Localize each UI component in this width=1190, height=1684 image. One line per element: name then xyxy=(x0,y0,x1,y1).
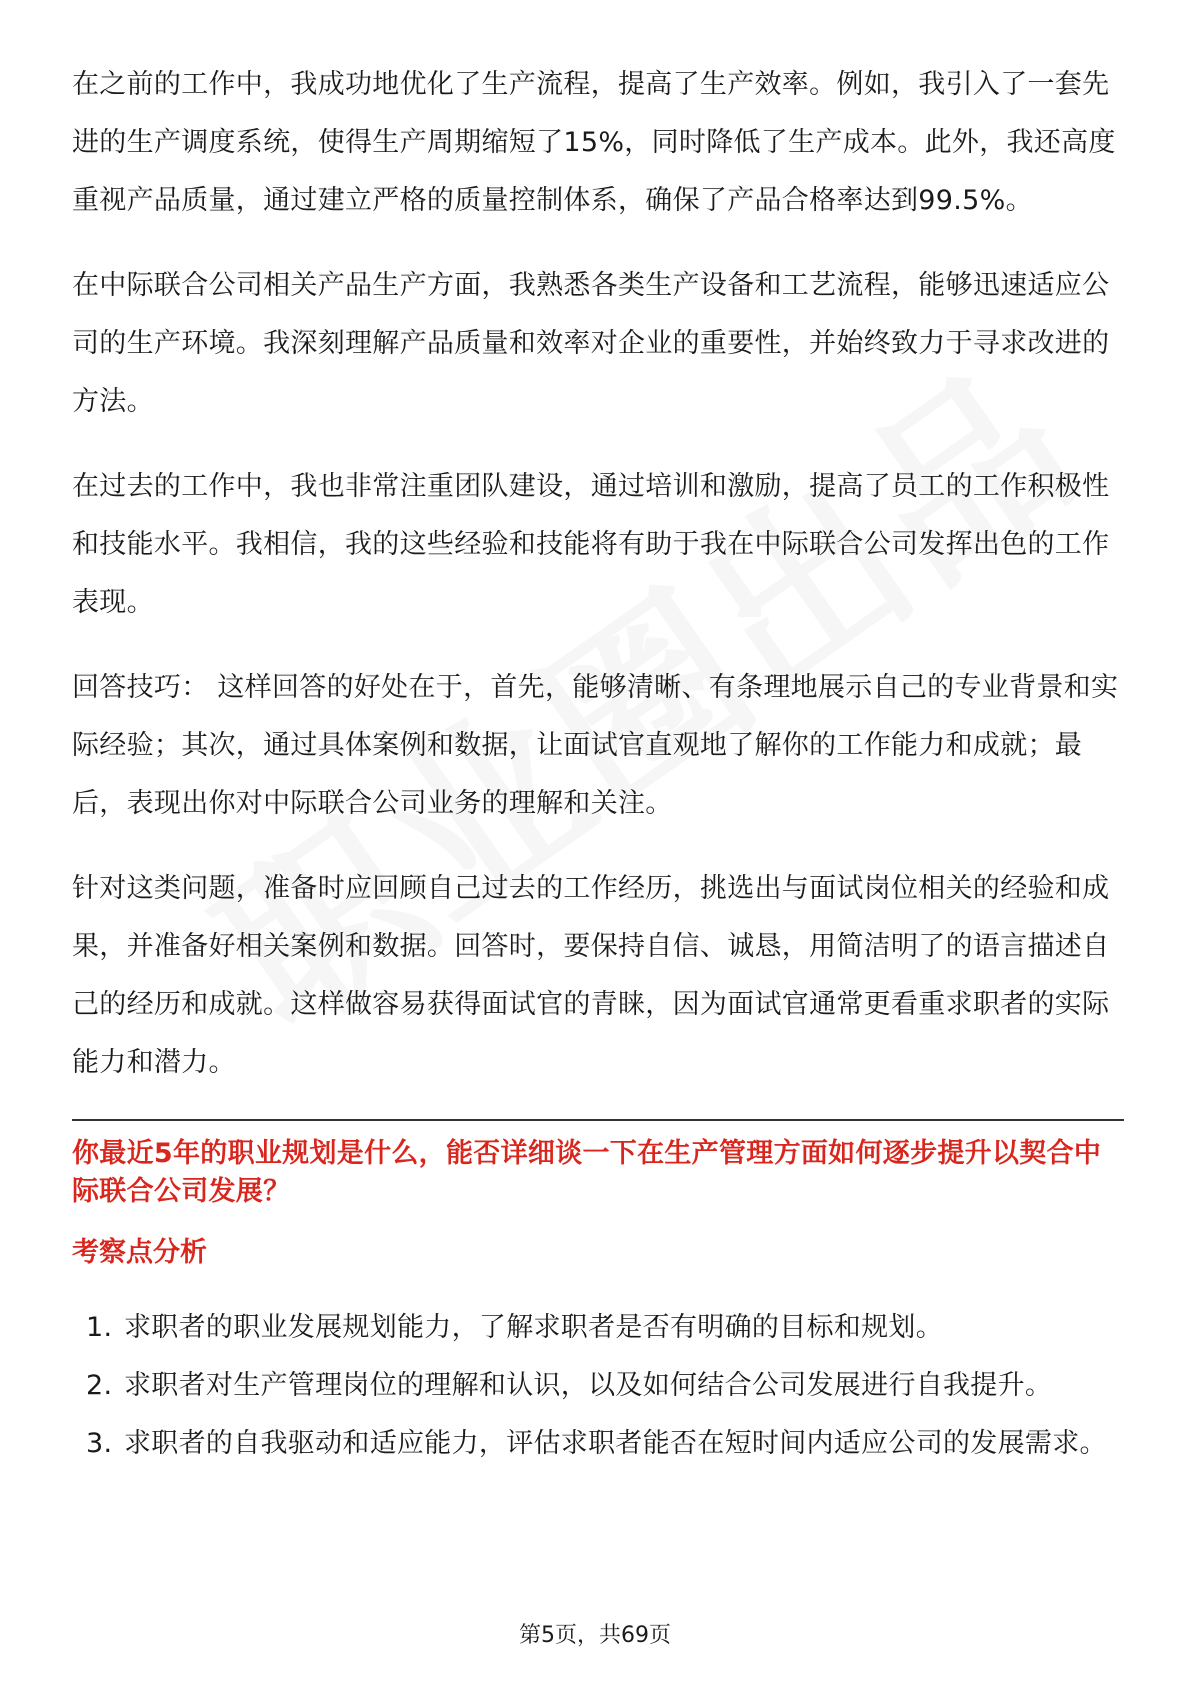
paragraph-answer-tips: 回答技巧： 这样回答的好处在于，首先，能够清晰、有条理地展示自己的专业背景和实际经验；其次，通过具体案例和数据，让面试官直观地了解你的工作能力和成就；最后，表现出你对中际联合公司业务的理解和关注。 xyxy=(72,672,1119,819)
list-item-text: 求职者对生产管理岗位的理解和认识，以及如何结合公司发展进行自我提升。 xyxy=(124,1370,1053,1401)
list-item xyxy=(86,1357,1124,1415)
analysis-points-list xyxy=(72,1299,1124,1473)
list-item-text: 求职者的职业发展规划能力，了解求职者是否有明确的目标和规划。 xyxy=(124,1312,943,1343)
paragraph-preparation-advice: 针对这类问题，准备时应回顾自己过去的工作经历，挑选出与面试岗位相关的经验和成果，并准备好相关案例和数据。回答时，要保持自信、诚恳，用简洁明了的语言描述自己的经历和成就。这样做容易获得面试官的青睐，因为面试官通常更看重求职者的实际能力和潜力。 xyxy=(72,873,1110,1078)
list-item-number: 2. xyxy=(86,1370,113,1401)
paragraph-experience: 在之前的工作中，我成功地优化了生产流程，提高了生产效率。例如，我引入了一套先进的生产调度系统，使得生产周期缩短了15%，同时降低了生产成本。此外，我还高度重视产品质量，通过建立严格的质量控制体系，确保了产品合格率达到99.5%。 xyxy=(72,69,1116,216)
paragraph-company-fit: 在中际联合公司相关产品生产方面，我熟悉各类生产设备和工艺流程，能够迅速适应公司的生产环境。我深刻理解产品质量和效率对企业的重要性，并始终致力于寻求改进的方法。 xyxy=(72,270,1110,417)
list-item-number: 3. xyxy=(86,1428,113,1459)
page-number-footer: 第5页，共69页 xyxy=(519,1623,671,1648)
document-page xyxy=(72,56,1124,1473)
list-item xyxy=(86,1415,1124,1473)
question-heading: 你最近5年的职业规划是什么，能否详细谈一下在生产管理方面如何逐步提升以契合中际联合公司发展？ xyxy=(72,1138,1102,1207)
list-item-number: 1. xyxy=(86,1312,113,1343)
list-item xyxy=(86,1299,1124,1357)
list-item-text: 求职者的自我驱动和适应能力，评估求职者能否在短时间内适应公司的发展需求。 xyxy=(124,1428,1107,1459)
section-divider xyxy=(72,1119,1124,1121)
paragraph-team-building: 在过去的工作中，我也非常注重团队建设，通过培训和激励，提高了员工的工作积极性和技能水平。我相信，我的这些经验和技能将有助于我在中际联合公司发挥出色的工作表现。 xyxy=(72,471,1110,618)
analysis-heading: 考察点分析 xyxy=(72,1237,207,1268)
